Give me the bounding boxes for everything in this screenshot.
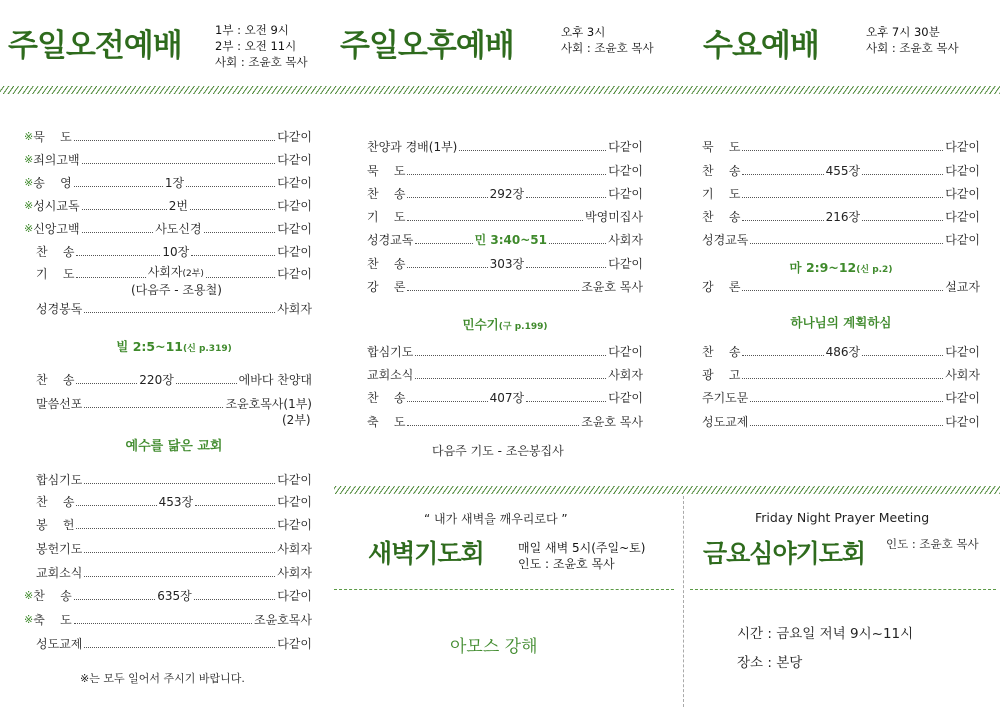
order-row <box>702 414 980 430</box>
order-label: 성도교제 <box>702 415 749 429</box>
leader-dots <box>204 232 276 233</box>
order-value: 사회자 <box>608 368 643 382</box>
wednesday-info-line: 사회 : 조윤호 목사 <box>866 41 959 55</box>
panel-separator <box>683 496 684 707</box>
order-row <box>36 541 312 557</box>
order-value: 다같이 <box>277 518 312 532</box>
standing-footnote: ※는 모두 일어서 주시기 바랍니다. <box>80 672 245 685</box>
afternoon-service-info <box>561 24 654 56</box>
order-row <box>367 390 643 406</box>
dawn-study-title: 아모스 강해 <box>450 637 538 657</box>
next-week-prayer: (다음주 - 조용철) <box>131 283 222 297</box>
order-value: 다같이 <box>608 164 643 178</box>
order-label: 찬 송 <box>367 187 406 201</box>
afternoon-info-line: 사회 : 조윤호 목사 <box>561 41 654 55</box>
order-label: 축 도 <box>33 613 72 627</box>
leader-dots <box>84 407 223 408</box>
order-value: 다같이 <box>608 187 644 201</box>
order-detail: 303장 <box>489 257 525 271</box>
morning-info-line: 2부 : 오전 11시 <box>215 39 297 53</box>
leader-dots <box>750 401 943 402</box>
leader-dots <box>176 383 237 384</box>
order-row <box>702 163 980 179</box>
order-detail: 1장 <box>164 176 185 190</box>
leader-dots <box>84 312 275 313</box>
leader-dots <box>76 505 156 506</box>
order-row <box>367 232 643 248</box>
leader-dots <box>407 290 579 291</box>
leader-dots <box>526 401 606 402</box>
order-detail: 407장 <box>489 391 525 405</box>
order-value: 에바다 찬양대 <box>238 373 313 387</box>
order-detail: 10장 <box>162 245 190 259</box>
dawn-quote: “ 내가 새벽을 깨우리로다 ” <box>424 512 568 526</box>
order-row <box>367 367 643 383</box>
leader-dots <box>186 186 275 187</box>
order-row <box>36 494 312 510</box>
leader-dots <box>742 197 943 198</box>
order-value: 다같이 <box>277 176 312 190</box>
order-row <box>36 372 312 388</box>
leader-dots <box>459 150 606 151</box>
order-value: 다같이 <box>277 637 312 651</box>
leader-dots <box>862 220 943 221</box>
friday-prayer-title: 금요심야기도회 <box>703 539 866 568</box>
leader-dots <box>742 355 823 356</box>
order-row <box>702 186 980 202</box>
order-detail: 453장 <box>158 495 194 509</box>
leader-dots <box>76 277 145 278</box>
order-value: 다같이 <box>277 222 312 236</box>
order-row <box>702 390 980 406</box>
order-detail: 455장 <box>825 164 861 178</box>
order-label: 축 도 <box>367 415 406 429</box>
order-label: 강 론 <box>367 280 406 294</box>
order-row <box>36 472 312 488</box>
order-label: 광 고 <box>702 368 741 382</box>
scripture-ref-text: 마 2:9~12 <box>789 260 857 275</box>
order-label: 강 론 <box>702 280 741 294</box>
leader-dots <box>526 197 606 198</box>
order-label: 찬 송 <box>702 210 741 224</box>
order-label: 기 도 <box>36 267 75 281</box>
leader-dots <box>76 528 275 529</box>
order-value: 다같이 <box>945 415 980 429</box>
second-service-note: (2부) <box>282 413 311 427</box>
order-value: 다같이 <box>945 233 980 247</box>
standing-mark: ※ <box>24 222 34 235</box>
leader-dots <box>742 378 943 379</box>
order-row <box>36 636 312 652</box>
leader-dots <box>82 209 167 210</box>
order-value: 조윤호 목사 <box>581 280 643 294</box>
leader-dots <box>407 174 606 175</box>
order-detail: 292장 <box>489 187 525 201</box>
sermon-title <box>367 315 643 333</box>
order-value: 다같이 <box>945 345 981 359</box>
bottom-panel-divider <box>334 486 1000 494</box>
order-value: 다같이 <box>277 153 312 167</box>
leader-dots <box>526 267 606 268</box>
dawn-prayer-info <box>518 540 645 572</box>
order-label: 묵 도 <box>702 140 741 154</box>
order-label: 찬 송 <box>367 257 406 271</box>
leader-dots <box>407 401 487 402</box>
leader-dots <box>407 220 583 221</box>
order-value: 다같이 <box>277 199 313 213</box>
order-row <box>367 163 643 179</box>
order-row <box>24 588 312 604</box>
leader-dots <box>76 255 160 256</box>
order-label: 교회소식 <box>36 566 83 580</box>
leader-dots <box>415 355 606 356</box>
order-row <box>367 256 643 272</box>
order-label: 송 영 <box>33 176 72 190</box>
order-row <box>36 301 312 317</box>
friday-place: 장소 : 본당 <box>737 655 803 671</box>
order-label: 찬 송 <box>36 373 75 387</box>
order-value: 조윤호목사(1부) <box>225 397 312 411</box>
scripture-reference <box>36 337 312 355</box>
order-row <box>24 612 312 628</box>
leader-dots <box>862 355 943 356</box>
order-row <box>702 139 980 155</box>
order-label: 성도교제 <box>36 637 83 651</box>
order-value: 조윤호목사 <box>254 613 312 627</box>
order-row <box>24 152 312 168</box>
order-label: 찬 송 <box>702 164 741 178</box>
order-row <box>702 344 980 360</box>
order-label: 기 도 <box>367 210 406 224</box>
order-label: 봉 헌 <box>36 518 75 532</box>
leader-dots <box>82 163 276 164</box>
leader-dots <box>195 505 275 506</box>
order-detail: 220장 <box>139 373 174 387</box>
morning-info-line: 사회 : 조윤호 목사 <box>215 55 308 69</box>
order-label: 묵 도 <box>33 130 72 144</box>
order-label: 찬 송 <box>702 345 741 359</box>
leader-dots <box>74 186 163 187</box>
order-label: 신앙고백 <box>33 222 80 236</box>
order-value: 다같이 <box>608 345 643 359</box>
order-label: 성시교독 <box>33 199 80 213</box>
order-value: 다같이 <box>945 391 980 405</box>
order-row <box>36 565 312 581</box>
order-row <box>367 344 643 360</box>
order-value: 사회자 <box>277 302 312 316</box>
order-value: 사회자 <box>608 233 643 247</box>
order-label: 찬 송 <box>36 245 75 259</box>
standing-mark: ※ <box>24 130 34 143</box>
leader-dots <box>82 232 154 233</box>
order-label: 찬 송 <box>36 495 75 509</box>
order-label: 찬 송 <box>367 391 406 405</box>
order-label: 찬양과 경배(1부) <box>367 140 458 154</box>
order-value: 다같이 <box>277 589 313 603</box>
order-row <box>367 279 643 295</box>
leader-dots <box>206 277 275 278</box>
order-label: 교회소식 <box>367 368 414 382</box>
scripture-ref-page: (신 p.319) <box>183 344 232 354</box>
order-detail: 사도신경 <box>155 222 202 236</box>
order-value: 사회자 <box>277 542 312 556</box>
sermon-ref-page: (구 p.199) <box>498 322 548 332</box>
order-value: 다같이 <box>608 391 644 405</box>
order-row <box>702 232 980 248</box>
leader-dots <box>750 243 943 244</box>
afternoon-service-title: 주일오후예배 <box>340 28 514 64</box>
order-detail <box>148 264 204 282</box>
leader-dots <box>190 209 275 210</box>
morning-service-title: 주일오전예배 <box>8 28 182 64</box>
order-value: 다같이 <box>277 473 312 487</box>
leader-dots <box>742 290 943 291</box>
leader-dots <box>742 220 823 221</box>
order-label: 합심기도 <box>367 345 414 359</box>
scripture-ref-page: (신 p.2) <box>856 265 893 275</box>
dawn-info-line: 인도 : 조윤호 목사 <box>518 557 615 571</box>
order-detail: 민 3:40~51 <box>474 233 547 247</box>
friday-leader: 인도 : 조윤호 목사 <box>886 537 979 551</box>
standing-mark: ※ <box>24 176 34 189</box>
order-row <box>24 221 312 237</box>
scripture-ref-text: 빌 2:5~11 <box>116 339 183 354</box>
header-divider <box>0 86 1000 94</box>
leader-dots <box>549 243 606 244</box>
dawn-prayer-title: 새벽기도회 <box>368 539 484 568</box>
order-value: 사회자 <box>945 368 980 382</box>
leader-dots <box>76 383 137 384</box>
leader-dots <box>191 255 275 256</box>
order-row <box>367 414 643 430</box>
leader-dots <box>74 599 156 600</box>
order-label: 성경교독 <box>702 233 749 247</box>
order-row <box>702 279 980 295</box>
order-detail-text: 사회자 <box>147 265 183 279</box>
order-row <box>24 175 312 191</box>
order-row <box>367 139 643 155</box>
order-label: 찬 송 <box>33 589 72 603</box>
standing-mark: ※ <box>24 613 34 626</box>
order-row <box>36 517 312 533</box>
order-row <box>702 367 980 383</box>
morning-info-line: 1부 : 오전 9시 <box>215 23 289 37</box>
wednesday-info-line: 오후 7시 30분 <box>866 25 940 39</box>
order-label: 성경봉독 <box>36 302 83 316</box>
order-value: 다같이 <box>945 140 980 154</box>
sermon-title: 하나님의 계획하심 <box>790 315 892 330</box>
order-row <box>702 209 980 225</box>
friday-time: 시간 : 금요일 저녁 9시~11시 <box>737 626 914 642</box>
order-detail: 216장 <box>825 210 861 224</box>
order-row <box>36 244 312 260</box>
friday-divider <box>690 589 996 590</box>
order-row <box>24 198 312 214</box>
order-label: 봉헌기도 <box>36 542 83 556</box>
standing-mark: ※ <box>24 589 34 602</box>
order-row <box>367 186 643 202</box>
leader-dots <box>84 576 275 577</box>
standing-mark: ※ <box>24 153 34 166</box>
order-value: 사회자 <box>277 566 312 580</box>
leader-dots <box>84 483 275 484</box>
order-value: 다같이 <box>945 164 981 178</box>
sermon-title: 예수를 닮은 교회 <box>125 439 223 454</box>
order-value: 조윤호 목사 <box>581 415 643 429</box>
morning-service-info <box>215 22 308 70</box>
order-value: 설교자 <box>945 280 980 294</box>
order-value: 박영미집사 <box>585 210 643 224</box>
dawn-info-line: 매일 새벽 5시(주일~토) <box>518 541 646 555</box>
leader-dots <box>415 378 606 379</box>
order-value: 다같이 <box>945 187 980 201</box>
friday-subtitle: Friday Night Prayer Meeting <box>755 510 930 525</box>
leader-dots <box>407 425 579 426</box>
leader-dots <box>750 425 943 426</box>
order-label: 묵 도 <box>367 164 406 178</box>
scripture-reference <box>702 258 980 276</box>
dawn-divider <box>334 589 674 590</box>
order-row <box>367 209 643 225</box>
order-label: 합심기도 <box>36 473 83 487</box>
order-label: 말씀선포 <box>36 397 83 411</box>
next-week-prayer: 다음주 기도 - 조은봉집사 <box>432 444 564 458</box>
leader-dots <box>407 197 487 198</box>
order-detail: 2번 <box>168 199 189 213</box>
order-label: 기 도 <box>702 187 741 201</box>
order-label: 죄의고백 <box>33 153 80 167</box>
standing-mark: ※ <box>24 199 34 212</box>
order-value: 다같이 <box>277 130 312 144</box>
order-row <box>24 129 312 145</box>
order-row <box>36 266 312 282</box>
wednesday-service-info <box>866 24 959 56</box>
wednesday-service-title: 수요예배 <box>703 28 819 64</box>
leader-dots <box>74 140 276 141</box>
leader-dots <box>415 243 472 244</box>
order-detail: 635장 <box>157 589 192 603</box>
leader-dots <box>84 647 275 648</box>
order-value: 다같이 <box>945 210 981 224</box>
leader-dots <box>407 267 487 268</box>
order-label: 주기도문 <box>702 391 749 405</box>
order-value: 다같이 <box>608 257 644 271</box>
order-detail: 486장 <box>825 345 861 359</box>
order-label: 성경교독 <box>367 233 414 247</box>
leader-dots <box>742 174 823 175</box>
order-value: 다같이 <box>277 495 313 509</box>
leader-dots <box>84 552 275 553</box>
order-value: 다같이 <box>277 245 313 259</box>
order-value: 다같이 <box>608 140 643 154</box>
order-detail-small: (2부) <box>182 269 204 279</box>
leader-dots <box>74 623 252 624</box>
sermon-title-text: 민수기 <box>462 317 499 332</box>
leader-dots <box>862 174 943 175</box>
afternoon-info-line: 오후 3시 <box>561 25 606 39</box>
leader-dots <box>742 150 943 151</box>
order-value: 다같이 <box>277 267 312 281</box>
leader-dots <box>194 599 276 600</box>
order-row <box>36 396 312 412</box>
